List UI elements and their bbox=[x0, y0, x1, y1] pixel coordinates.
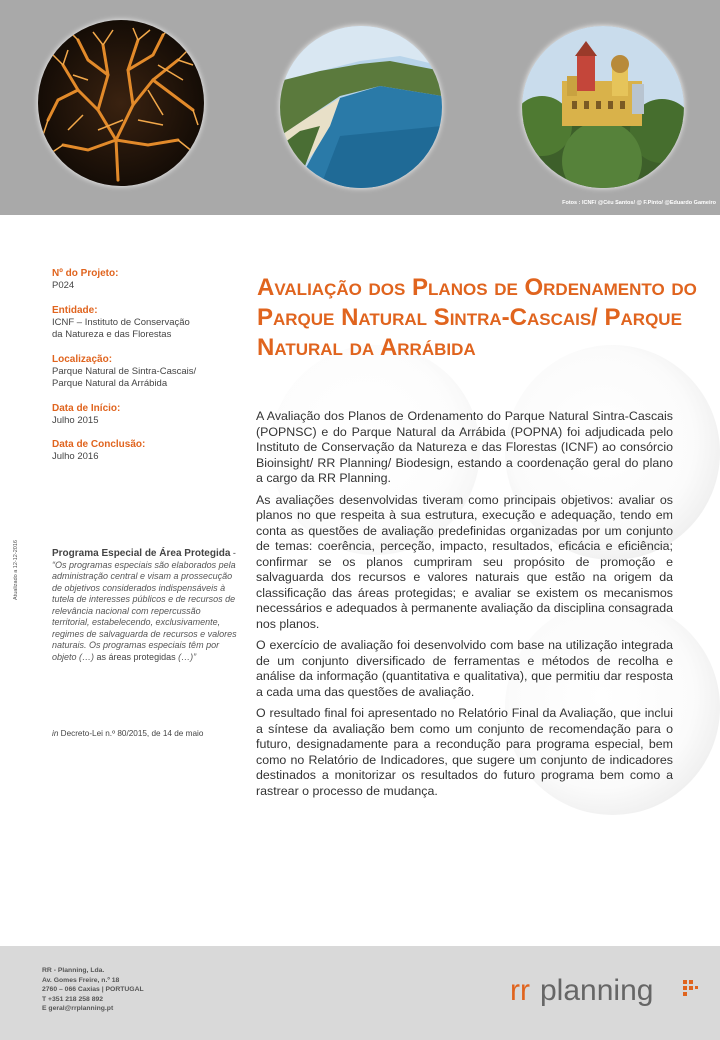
header-band bbox=[0, 0, 720, 215]
email: E geral@rrplanning.pt bbox=[42, 1005, 114, 1012]
city: 2760 – 066 Caxias | PORTUGAL bbox=[42, 986, 144, 993]
program-dash: - bbox=[230, 548, 236, 558]
project-metadata bbox=[52, 268, 202, 476]
start-date: Julho 2015 bbox=[52, 414, 99, 426]
body-paragraph: As avaliações desenvolvidas tiveram como principais objetivos: avaliar os planos no que respeita à sua estrutura, execução e adequação, tendo em conta as questões de avaliação predefinidas organizadas por um conjunto de temas: coerência, perceção, impacto, resultados, eficácia e eficiência; confirmar se os planos cumpriram seu propósito de promoção e salvaguarda dos recursos e valores naturais que estão na origem da classificação das áreas protegidas; e avaliar se existem os mecanismos necessários e adequados à permanente avaliação da disciplina consagrada nos planos. bbox=[256, 492, 673, 631]
photo-credits: Fotos : ICNF/ @Céu Santos/ @ F.Pinto/ @Eduardo Gameiro bbox=[562, 200, 716, 206]
program-quote-plain: as áreas protegidas bbox=[96, 651, 176, 662]
rrplanning-logo bbox=[510, 972, 710, 1017]
updated-date: Atualizado a 12-12-2016 bbox=[13, 540, 19, 600]
company-name: RR - Planning, Lda. bbox=[42, 967, 105, 974]
coastline-photo bbox=[280, 26, 442, 188]
page-title: Avaliação dos Planos de Ordenamento do Parque Natural Sintra-Cascais/ Parque Natural da Arrábida bbox=[257, 274, 697, 361]
end-date: Julho 2016 bbox=[52, 451, 99, 462]
end-date-label: Data de Conclusão: bbox=[52, 439, 146, 450]
program-definition bbox=[52, 548, 240, 663]
citation bbox=[52, 729, 242, 738]
body-text bbox=[256, 409, 673, 805]
program-title: Programa Especial de Área Protegida bbox=[52, 548, 231, 559]
program-quote-end: (…)” bbox=[175, 651, 197, 662]
body-paragraph: O exercício de avaliação foi desenvolvido com base na utilização integrada de um conjunto diversificado de ferramentas e métodos de recolha e análise da informação (quantitativa e qualitativa), que permitiu dar resposta a cada uma das questões de avaliação. bbox=[256, 638, 673, 699]
location: Parque Natural de Sintra-Cascais/ Parque Natural da Arrábida bbox=[52, 365, 197, 389]
program-quote: “Os programas especiais são elaborados pela administração central e visam a prossecução de objetivos considerados indispensáveis à tutela de interesses públicos e de recursos de relevância nacional com repercussão territorial, estabelecendo, exclusivamente, regimes de salvaguarda de recursos e valores naturais. Os programas especiais têm por objeto (…) bbox=[52, 559, 237, 662]
logo-dots-icon bbox=[683, 980, 698, 996]
citation-prefix: in bbox=[52, 729, 59, 738]
street: Av. Gomes Freire, n.º 18 bbox=[42, 976, 120, 984]
location-label: Localização: bbox=[52, 353, 113, 365]
project-number: P024 bbox=[52, 280, 75, 291]
company-address bbox=[42, 966, 144, 1014]
project-number-label: Nº do Projeto: bbox=[52, 268, 119, 279]
coral-photo bbox=[38, 20, 204, 186]
citation-source: Decreto-Lei n.º 80/2015, de 14 de maio bbox=[58, 729, 204, 738]
body-paragraph: O resultado final foi apresentado no Relatório Final da Avaliação, que inclui a síntese da avaliação bem como um conjunto de recomendação para o futuro, designadamente para a recondução para programa especial, bem como no Relatório de Indicadores, que sugere um conjunto de indicadores destinados a monitorizar os resultados do futuro programa bem como a rastrear o processo de mudança. bbox=[256, 706, 673, 798]
entity-label: Entidade: bbox=[52, 304, 98, 316]
phone: T +351 218 258 892 bbox=[42, 995, 104, 1003]
start-date-label: Data de Início: bbox=[52, 402, 121, 414]
logo-rr: rr bbox=[510, 974, 530, 1007]
body-paragraph: A Avaliação dos Planos de Ordenamento do Parque Natural Sintra-Cascais (POPNSC) e do Parque Natural da Arrábida (POPNA) foi adjudicada pelo Instituto de Conservação da Natureza e das Florestas (ICNF) ao consórcio Bioinsight/ RR Planning/ Biodesign, estando a coordenação geral do plano a cargo da RR Planning. bbox=[256, 409, 673, 485]
palace-photo bbox=[522, 26, 684, 188]
logo-planning: planning bbox=[540, 974, 654, 1007]
entity: ICNF – Instituto de Conservação da Natureza e das Florestas bbox=[52, 316, 190, 340]
